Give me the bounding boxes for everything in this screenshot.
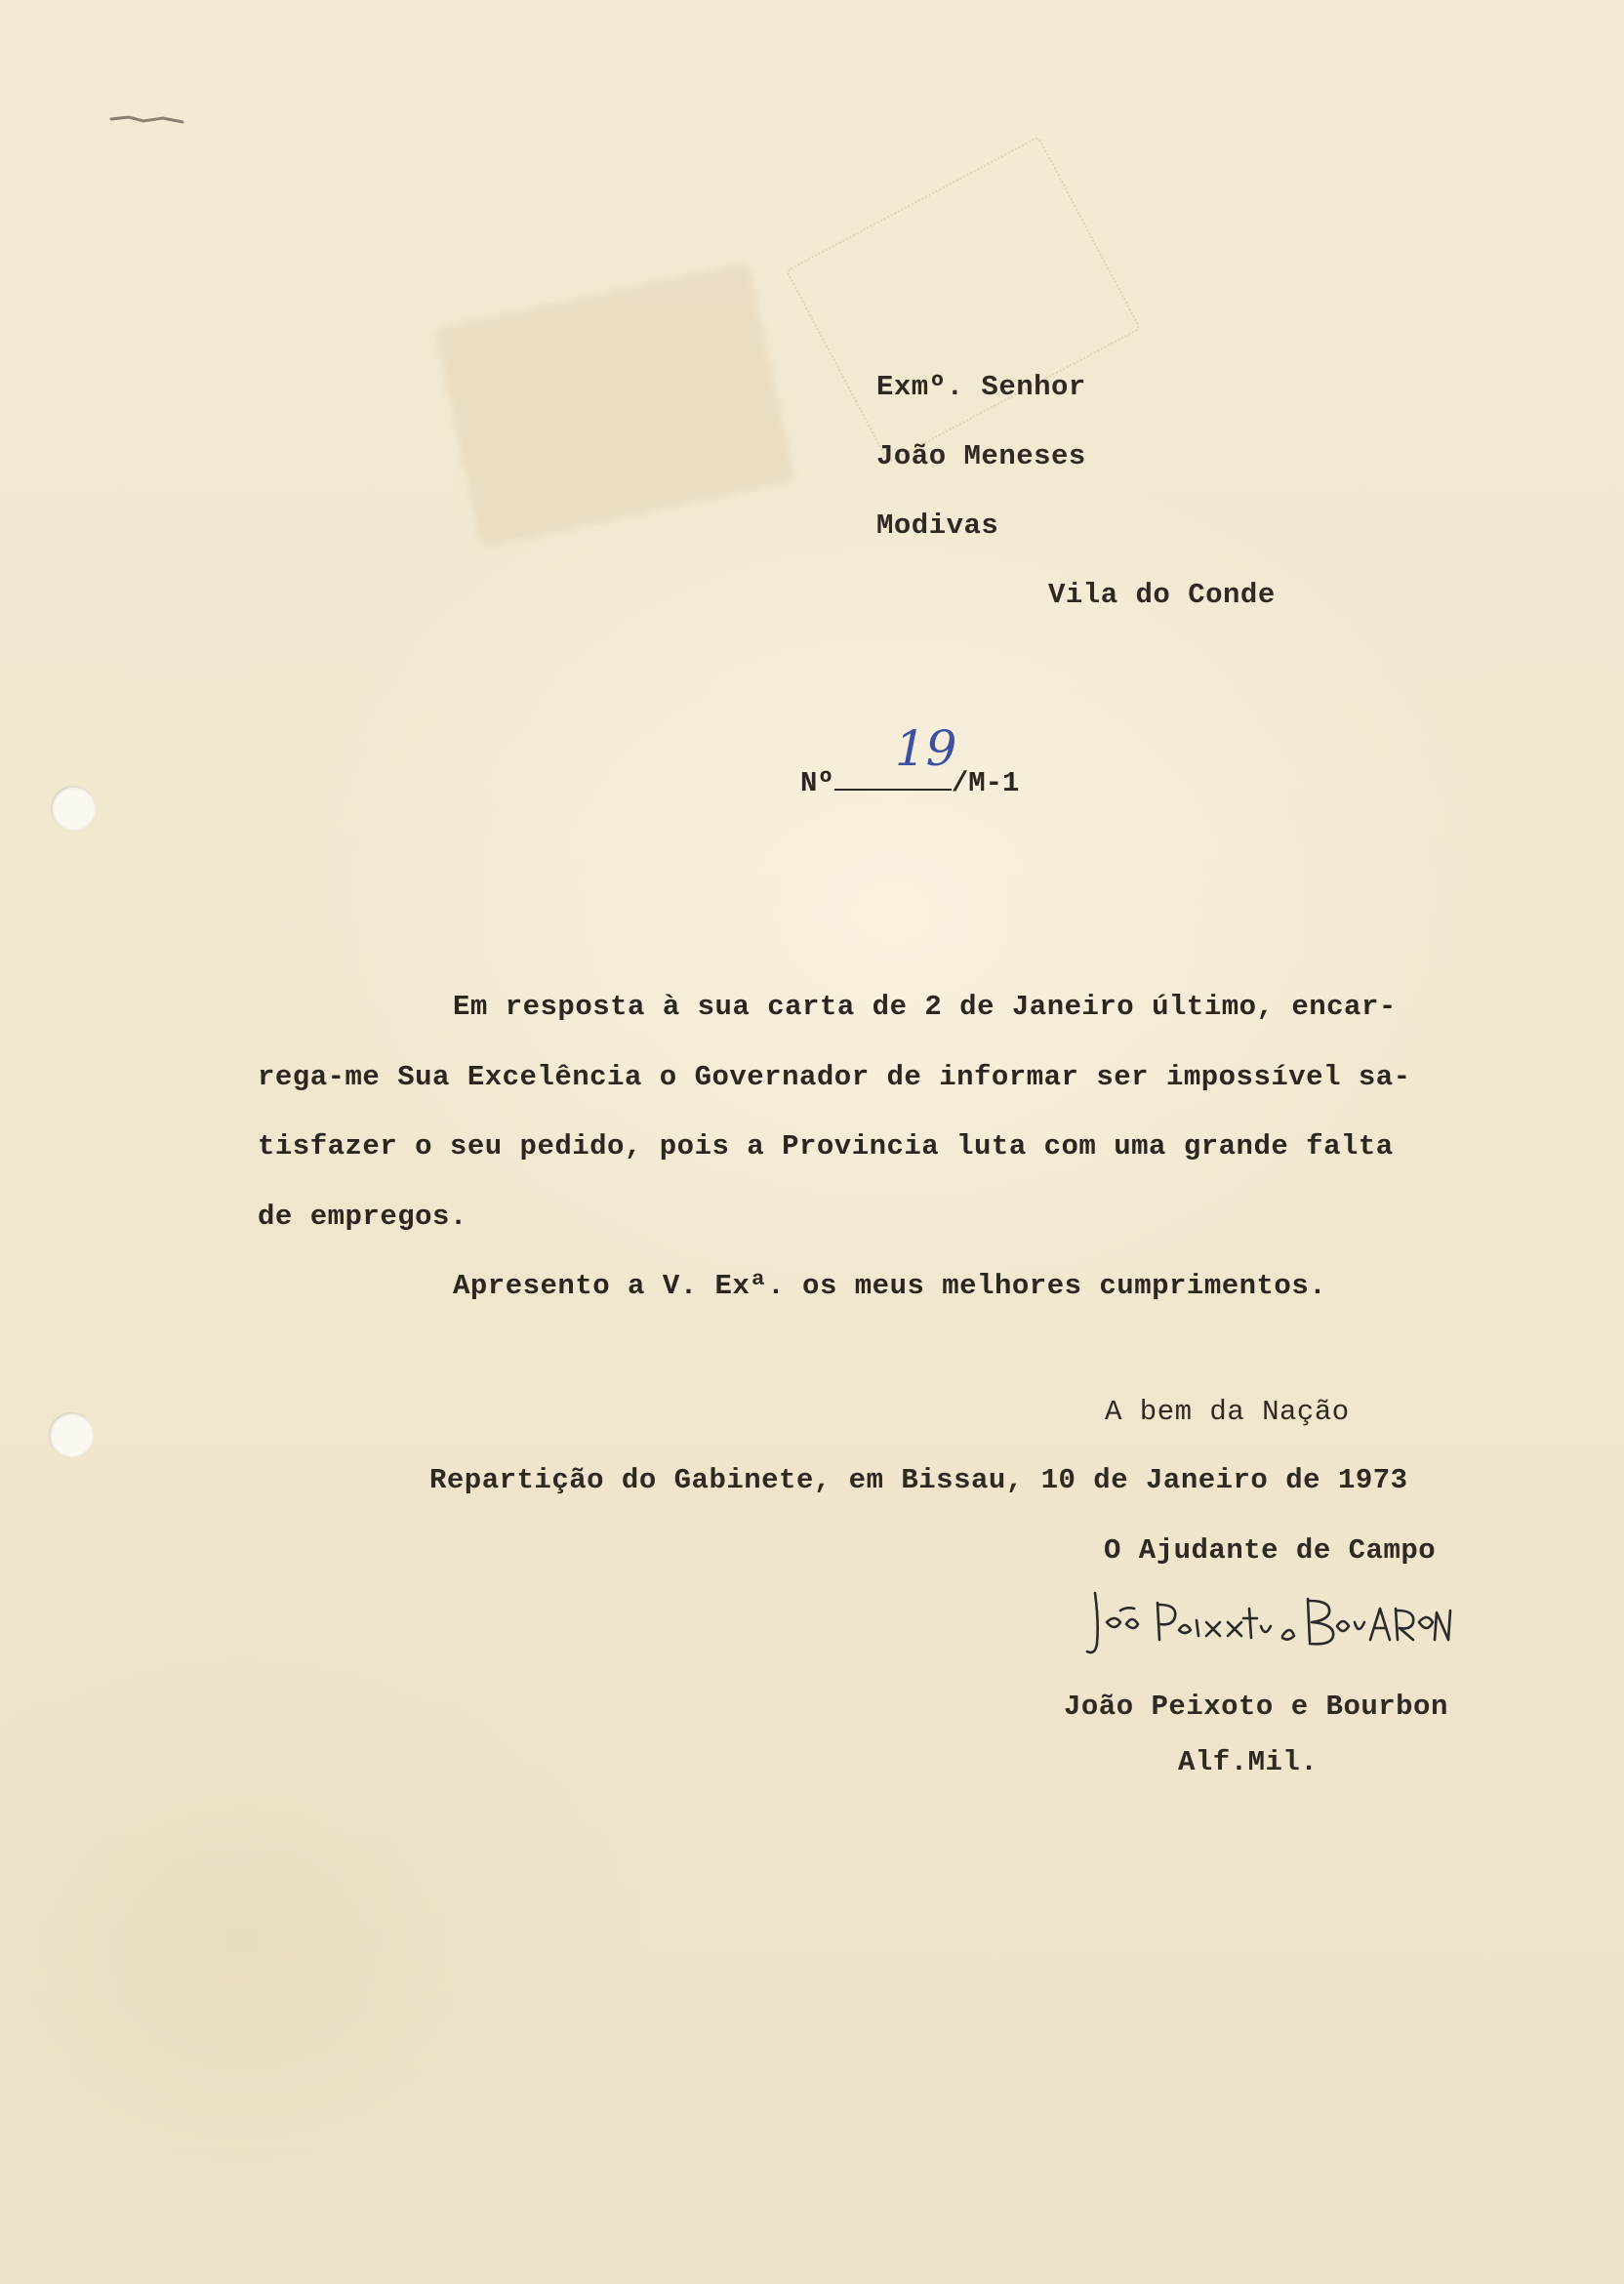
closing-place-date: Repartição do Gabinete, em Bissau, 10 de Janeiro de 1973 bbox=[429, 1464, 1408, 1496]
body-line: de empregos. bbox=[258, 1200, 467, 1233]
body-line: Apresento a V. Exª. os meus melhores cumprimentos. bbox=[453, 1270, 1327, 1302]
punch-hole-top bbox=[51, 786, 96, 831]
signatory-name: João Peixoto e Bourbon bbox=[1064, 1691, 1448, 1723]
reference-number bbox=[800, 720, 1020, 799]
signatory-rank: Alf.Mil. bbox=[1178, 1746, 1319, 1778]
recipient-name: João Meneses bbox=[876, 440, 1086, 472]
letter-body bbox=[258, 972, 1536, 1322]
stamp-stain bbox=[434, 262, 796, 549]
reference-prefix: Nº bbox=[800, 767, 834, 799]
recipient-town: Vila do Conde bbox=[1048, 579, 1276, 611]
body-line: Em resposta à sua carta de 2 de Janeiro último, encar- bbox=[453, 991, 1397, 1023]
closing-motto: A bem da Nação bbox=[1105, 1396, 1350, 1428]
reference-blank bbox=[834, 720, 957, 791]
punch-hole-bottom bbox=[49, 1412, 94, 1457]
handwritten-number: 19 bbox=[894, 720, 957, 777]
recipient-locality: Modivas bbox=[876, 510, 999, 542]
closing-role: O Ajudante de Campo bbox=[1104, 1534, 1437, 1567]
body-line: tisfazer o seu pedido, pois a Provincia luta com uma grande falta bbox=[258, 1130, 1394, 1162]
reference-suffix: /M-1 bbox=[951, 767, 1020, 799]
recipient-salutation: Exmº. Senhor bbox=[876, 371, 1086, 403]
body-line: rega-me Sua Excelência o Governador de informar ser impossível sa- bbox=[258, 1060, 1411, 1093]
stamp-outline-stain bbox=[786, 136, 1142, 464]
ink-speck bbox=[109, 109, 197, 127]
handwritten-signature bbox=[1081, 1583, 1452, 1661]
